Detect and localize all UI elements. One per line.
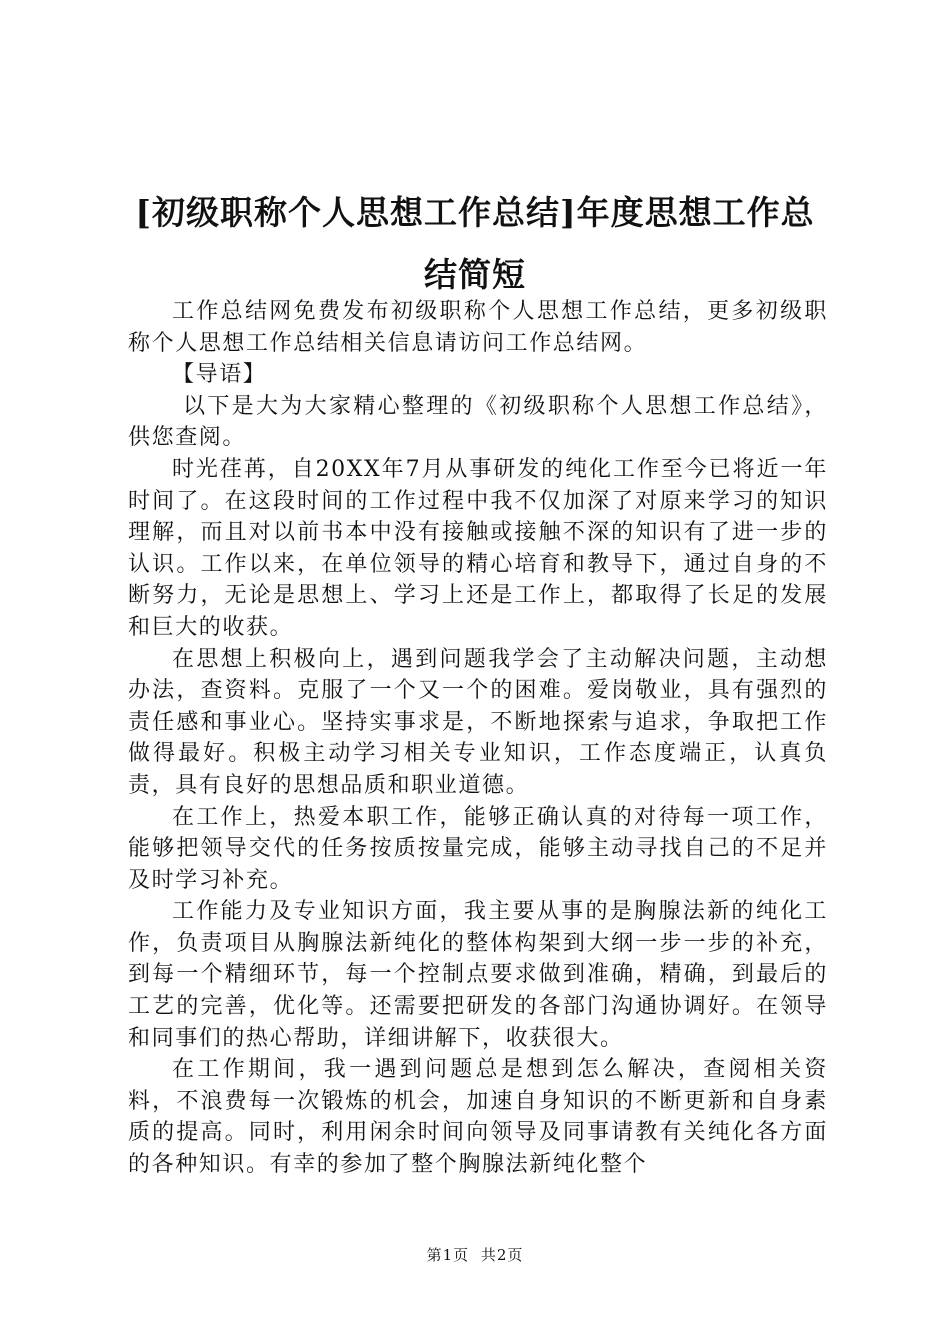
paragraph-guide-heading: 【导语】 (172, 362, 267, 388)
document-title (100, 182, 850, 306)
page-total: 共2页 (480, 1246, 524, 1264)
title-line-1: [初级职称个人思想工作总结]年度思想工作总 (135, 193, 815, 233)
paragraph-body-3: 在工作上，热爱本职工作，能够正确认真的对待每一项工作，能够把领导交代的任务按质按量完成，能够主动寻找自己的不足并及时学习补充。 (128, 804, 828, 893)
paragraph-body-5: 在工作期间，我一遇到问题总是想到怎么解决，查阅相关资料，不浪费每一次锻炼的机会，加速自身知识的不断更新和自身素质的提高。同时，利用闲余时间向领导及同事请教有关纯化各方面的各种知识。有幸的参加了整个胸腺法新纯化整个 (128, 1057, 828, 1178)
page-number: 第1页 (426, 1246, 470, 1264)
paragraph-body-4: 工作能力及专业知识方面，我主要从事的是胸腺法新的纯化工作，负责项目从胸腺法新纯化的整体构架到大纲一步一步的补充，到每一个精细环节，每一个控制点要求做到准确，精确，到最后的工艺的完善，优化等。还需要把研发的各部门沟通协调好。在领导和同事们的热心帮助，详细讲解下，收获很大。 (128, 899, 828, 1051)
paragraph-body-1: 时光荏苒，自20XX年7月从事研发的纯化工作至今已将近一年时间了。在这段时间的工作过程中我不仅加深了对原来学习的知识理解，而且对以前书本中没有接触或接触不深的知识有了进一步的认识。工作以来，在单位领导的精心培育和教导下，通过自身的不断努力，无论是思想上、学习上还是工作上，都取得了长足的发展和巨大的收获。 (128, 456, 828, 640)
page-footer (0, 1244, 950, 1265)
document-body (128, 296, 828, 1181)
paragraph-intro: 以下是大为大家精心整理的《初级职称个人思想工作总结》，供您查阅。 (128, 393, 828, 451)
paragraph-source-note: 工作总结网免费发布初级职称个人思想工作总结，更多初级职称个人思想工作总结相关信息请访问工作总结网。 (128, 299, 828, 356)
title-line-2: 结简短 (424, 255, 526, 295)
paragraph-body-2: 在思想上积极向上，遇到问题我学会了主动解决问题，主动想办法，查资料。克服了一个又一个的困难。爱岗敬业，具有强烈的责任感和事业心。坚持实事求是，不断地探索与追求，争取把工作做得最好。积极主动学习相关专业知识，工作态度端正，认真负责，具有良好的思想品质和职业道德。 (128, 646, 828, 798)
